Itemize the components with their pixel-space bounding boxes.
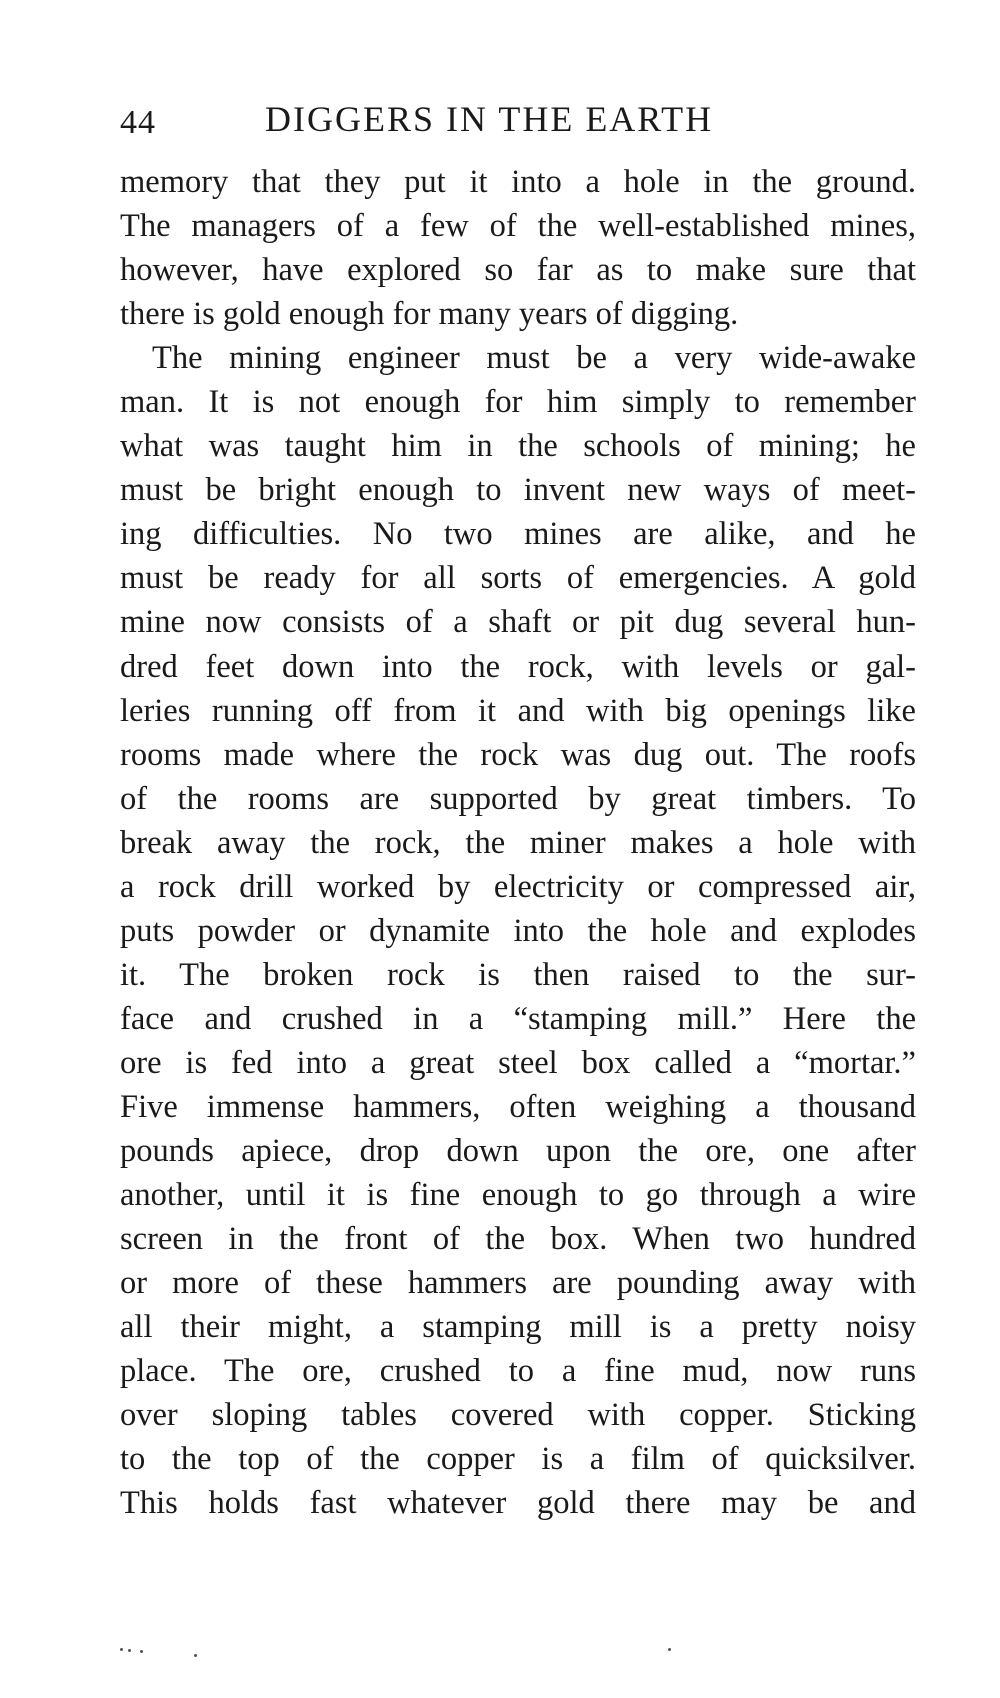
text-line: This holds fast whatever gold there may be and bbox=[120, 1485, 916, 1522]
body-text bbox=[120, 160, 916, 1525]
text-line: however, have explored so far as to make sure that bbox=[120, 252, 916, 289]
scan-speck bbox=[668, 1648, 671, 1651]
text-line: ing difficulties. No two mines are alike, and he bbox=[120, 516, 916, 553]
text-line: man. It is not enough for him simply to remember bbox=[120, 384, 916, 421]
scan-speck bbox=[140, 1650, 143, 1653]
text-line: all their might, a stamping mill is a pretty noisy bbox=[120, 1309, 916, 1346]
text-line: mine now consists of a shaft or pit dug several hun- bbox=[120, 604, 916, 641]
text-line: pounds apiece, drop down upon the ore, one after bbox=[120, 1133, 916, 1170]
page-number: 44 bbox=[120, 104, 156, 141]
text-line: face and crushed in a “stamping mill.” Here the bbox=[120, 1000, 916, 1037]
text-line: Five immense hammers, often weighing a thousand bbox=[120, 1088, 916, 1125]
text-line: of the rooms are supported by great timbers. To bbox=[120, 780, 916, 817]
text-line: place. The ore, crushed to a fine mud, now runs bbox=[120, 1353, 916, 1390]
text-line: break away the rock, the miner makes a hole with bbox=[120, 824, 916, 861]
text-line: rooms made where the rock was dug out. The roofs bbox=[120, 736, 916, 773]
text-line: over sloping tables covered with copper. Sticking bbox=[120, 1397, 916, 1434]
text-line: screen in the front of the box. When two hundred bbox=[120, 1221, 916, 1258]
text-line: or more of these hammers are pounding away with bbox=[120, 1265, 916, 1302]
text-line: The mining engineer must be a very wide-awake bbox=[152, 340, 916, 377]
scan-speck bbox=[120, 1648, 123, 1651]
text-line: leries running off from it and with big openings like bbox=[120, 692, 916, 729]
text-line: to the top of the copper is a film of quicksilver. bbox=[120, 1441, 916, 1478]
text-line: must be ready for all sorts of emergencies. A gold bbox=[120, 560, 916, 597]
text-line: The managers of a few of the well-established mines, bbox=[120, 208, 916, 245]
text-line: memory that they put it into a hole in the ground. bbox=[120, 164, 916, 200]
text-line: puts powder or dynamite into the hole and explodes bbox=[120, 912, 916, 949]
text-line: what was taught him in the schools of mining; he bbox=[120, 428, 916, 465]
running-title: DIGGERS IN THE EARTH bbox=[265, 99, 714, 139]
text-line: must be bright enough to invent new ways of meet- bbox=[120, 472, 916, 509]
text-line: another, until it is fine enough to go through a wire bbox=[120, 1177, 916, 1214]
text-line: ore is fed into a great steel box called a “mortar.” bbox=[120, 1044, 916, 1081]
text-line: a rock drill worked by electricity or compressed air, bbox=[120, 868, 916, 905]
text-line: there is gold enough for many years of digging. bbox=[120, 296, 739, 333]
page-header bbox=[120, 98, 920, 154]
scan-specks bbox=[0, 1640, 1000, 1670]
scan-speck bbox=[194, 1654, 197, 1657]
text-line: dred feet down into the rock, with levels or gal- bbox=[120, 648, 916, 685]
text-line: it. The broken rock is then raised to the sur- bbox=[120, 956, 916, 993]
scan-speck bbox=[128, 1649, 131, 1652]
